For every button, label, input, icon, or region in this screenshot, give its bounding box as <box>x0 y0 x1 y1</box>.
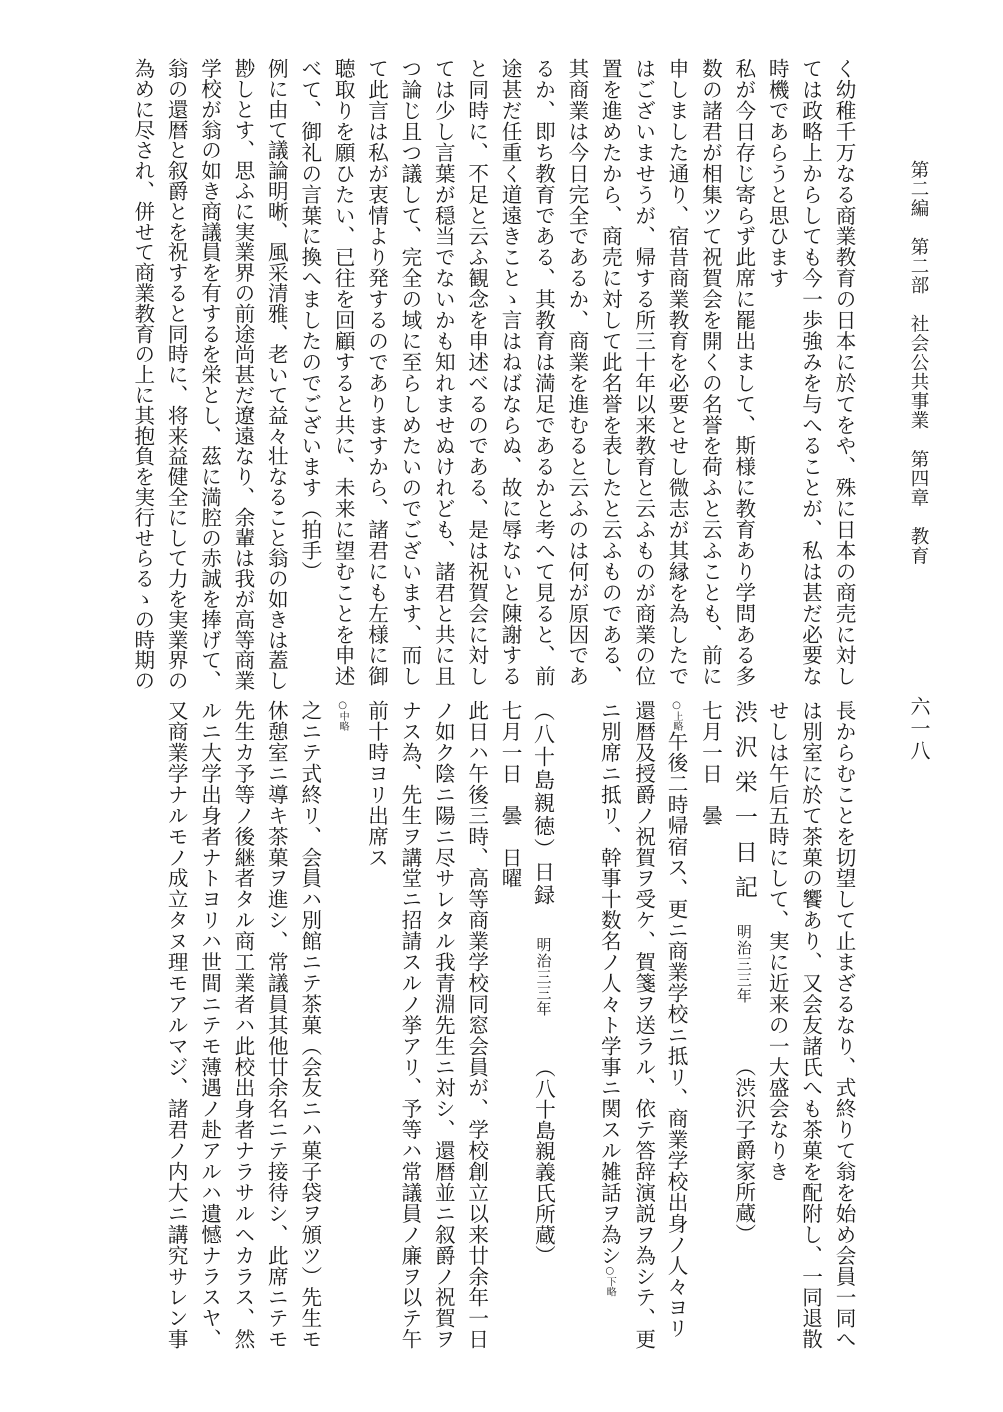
text-segment: 午後二時帰宿ス、更ニ商業学校ニ抵リ、商業学校出身ノ人々ヨリ <box>664 731 689 1339</box>
era-label: 明治三三年 <box>734 924 753 1004</box>
text-column: 例に由て議論明晰、風采清雅、老いて益々壮なること翁の如きは蓋し <box>264 58 289 691</box>
text-column: ノ如ク陰ニ陽ニ尽サレタル我青淵先生ニ対シ、還暦並ニ叙爵ノ祝賀ヲ <box>431 700 456 1350</box>
text-column: 数の諸君が相集ツて祝賀会を開くの名誉を荷ふと云ふことも、前に <box>698 58 723 687</box>
text-column: ては少し言葉が穏当でないかも知れませぬけれども、諸君と共に且 <box>431 58 456 687</box>
text-column: 置を進めたから、商売に対して此名誉を表したと云ふものである、 <box>598 58 623 687</box>
text-column: 前十時ヨリ出席ス <box>364 700 389 868</box>
omission-mark: ○下略 <box>604 1265 616 1297</box>
text-column: 途甚だ任重く道遠きことゝ言はねばならぬ、故に辱ないと陳謝する <box>498 58 523 687</box>
text-column <box>326 700 359 1349</box>
text-column: て此言は私が衷情より発するのでありますから、諸君にも左様に御 <box>364 58 389 687</box>
text-column: 学校が翁の如き商議員を有するを栄とし、茲に満腔の赤誠を捧げて、 <box>197 58 222 691</box>
diary-title: （八十島親徳）日録 <box>531 700 556 907</box>
text-column: 翁の還暦と叙爵とを祝すると同時に、将来益健全にして力を実業界の <box>164 58 189 691</box>
text-column: 之ニテ式終リ、会員ハ別館ニテ茶菓（会友ニハ菓子袋ヲ頒ツ）先生モ <box>297 700 322 1350</box>
text-column: 為めに尽され、併せて商業教育の上に其抱負を実行せらるゝの時期の <box>130 58 155 691</box>
text-column: つ論じ且つ議して、完全の域に至らしめたいのでございます、而し <box>397 58 422 687</box>
text-column: ルニ大学出身者ナトヨリハ世間ニテモ薄遇ノ赴アルハ遺憾ナラスヤ、 <box>197 700 222 1350</box>
text-column: はございませうが、帰する所三十年以来教育と云ふものが商業の位 <box>631 58 656 687</box>
omission-mark: ○中略 <box>337 700 349 731</box>
text-column: 尠しとす、思ふに実業界の前途尚甚だ遼遠なり、余輩は我が高等商業 <box>230 58 255 691</box>
text-column: く幼稚千万なる商業教育の日本に於てをや、殊に日本の商売に対し <box>832 58 856 687</box>
diary-title: 渋沢栄一日記 <box>730 700 757 910</box>
text-column: と同時に、不足と云ふ観念を申述べるのである、是は祝賀会に対し <box>464 58 489 687</box>
text-column: べて、御礼の言葉に換へましたのでございます（拍手） <box>297 58 322 582</box>
diary-date: 七月一日 曇 <box>698 700 723 826</box>
text-column: 私が今日存じ寄らず此席に罷出まして、斯様に教育あり学問ある多 <box>731 58 756 687</box>
running-header: 第二編 第二部 社会公共事業 第四章 教育 <box>908 160 929 566</box>
diary-heading-shibusawa <box>726 700 759 1349</box>
text-column: 長からむことを切望して止まざるなり、式終りて翁を始め会員一同へ <box>832 700 856 1350</box>
text-column: 其商業は今日完全であるか、商業を進むると云ふのは何が原因であ <box>564 58 589 687</box>
page-number: 六一八 <box>907 696 931 762</box>
diary-date: 七月一日 曇 日曜 <box>498 700 523 889</box>
text-column: 休憩室ニ導キ茶菓ヲ進シ、常議員其他廿余名ニテ接待シ、此席ニテモ <box>264 700 289 1350</box>
upper-text-block <box>125 58 860 690</box>
text-column: 申しました通り、宿昔商業教育を必要とせし微志が其縁を為したで <box>665 58 690 687</box>
text-column: 還暦及授爵ノ祝賀ヲ受ケ、賀箋ヲ送ラル、依テ答辞演説ヲ為シテ、更 <box>631 700 656 1350</box>
lower-text-block <box>159 700 860 1349</box>
text-column: 時機であらうと思ひます <box>765 58 790 289</box>
diary-heading-yasojima <box>526 700 559 1349</box>
text-column: せしは午后五時にして、実に近来の一大盛会なりき <box>765 700 790 1182</box>
source-note: （八十島親義氏所蔵） <box>531 1057 556 1266</box>
text-column: 此日ハ午後三時、高等商業学校同窓会員が、学校創立以来廿余年一日 <box>464 700 489 1350</box>
text-column: 先生カ予等ノ後継者タル商工業者ハ此校出身者ナラサルヘカラス、然 <box>230 700 255 1350</box>
text-column: 聴取りを願ひたい、已往を回顧すると共に、未来に望むことを申述 <box>331 58 356 687</box>
text-column: ナス為、先生ヲ講堂ニ招請スルノ挙アリ、予等ハ常議員ノ廉ヲ以テ午 <box>397 700 422 1350</box>
text-column <box>660 700 693 1349</box>
text-column: 又商業学ナルモノ成立タヌ理モアルマジ、諸君ノ内大ニ講究サレン事 <box>164 700 189 1350</box>
spacer-column <box>559 700 592 1349</box>
text-column: は別室に於て茶菓の饗あり、又会友諸氏へも茶菓を配附し、一同退散 <box>798 700 823 1350</box>
omission-mark: ○上略 <box>671 700 683 731</box>
text-column: ては政略上からしても今一歩強みを与へることが、私は甚だ必要な <box>798 58 823 687</box>
text-column: るか、即ち教育である、其教育は満足であるかと考へて見ると、前 <box>531 58 556 687</box>
source-note: （渋沢子爵家所蔵） <box>731 1056 756 1245</box>
era-label: 明治三三年 <box>534 937 553 1017</box>
text-segment: ニ別席ニ抵リ、幹事十数名ノ人々ト学事ニ関スル雑話ヲ為シ <box>597 700 622 1266</box>
text-column <box>593 700 626 1349</box>
